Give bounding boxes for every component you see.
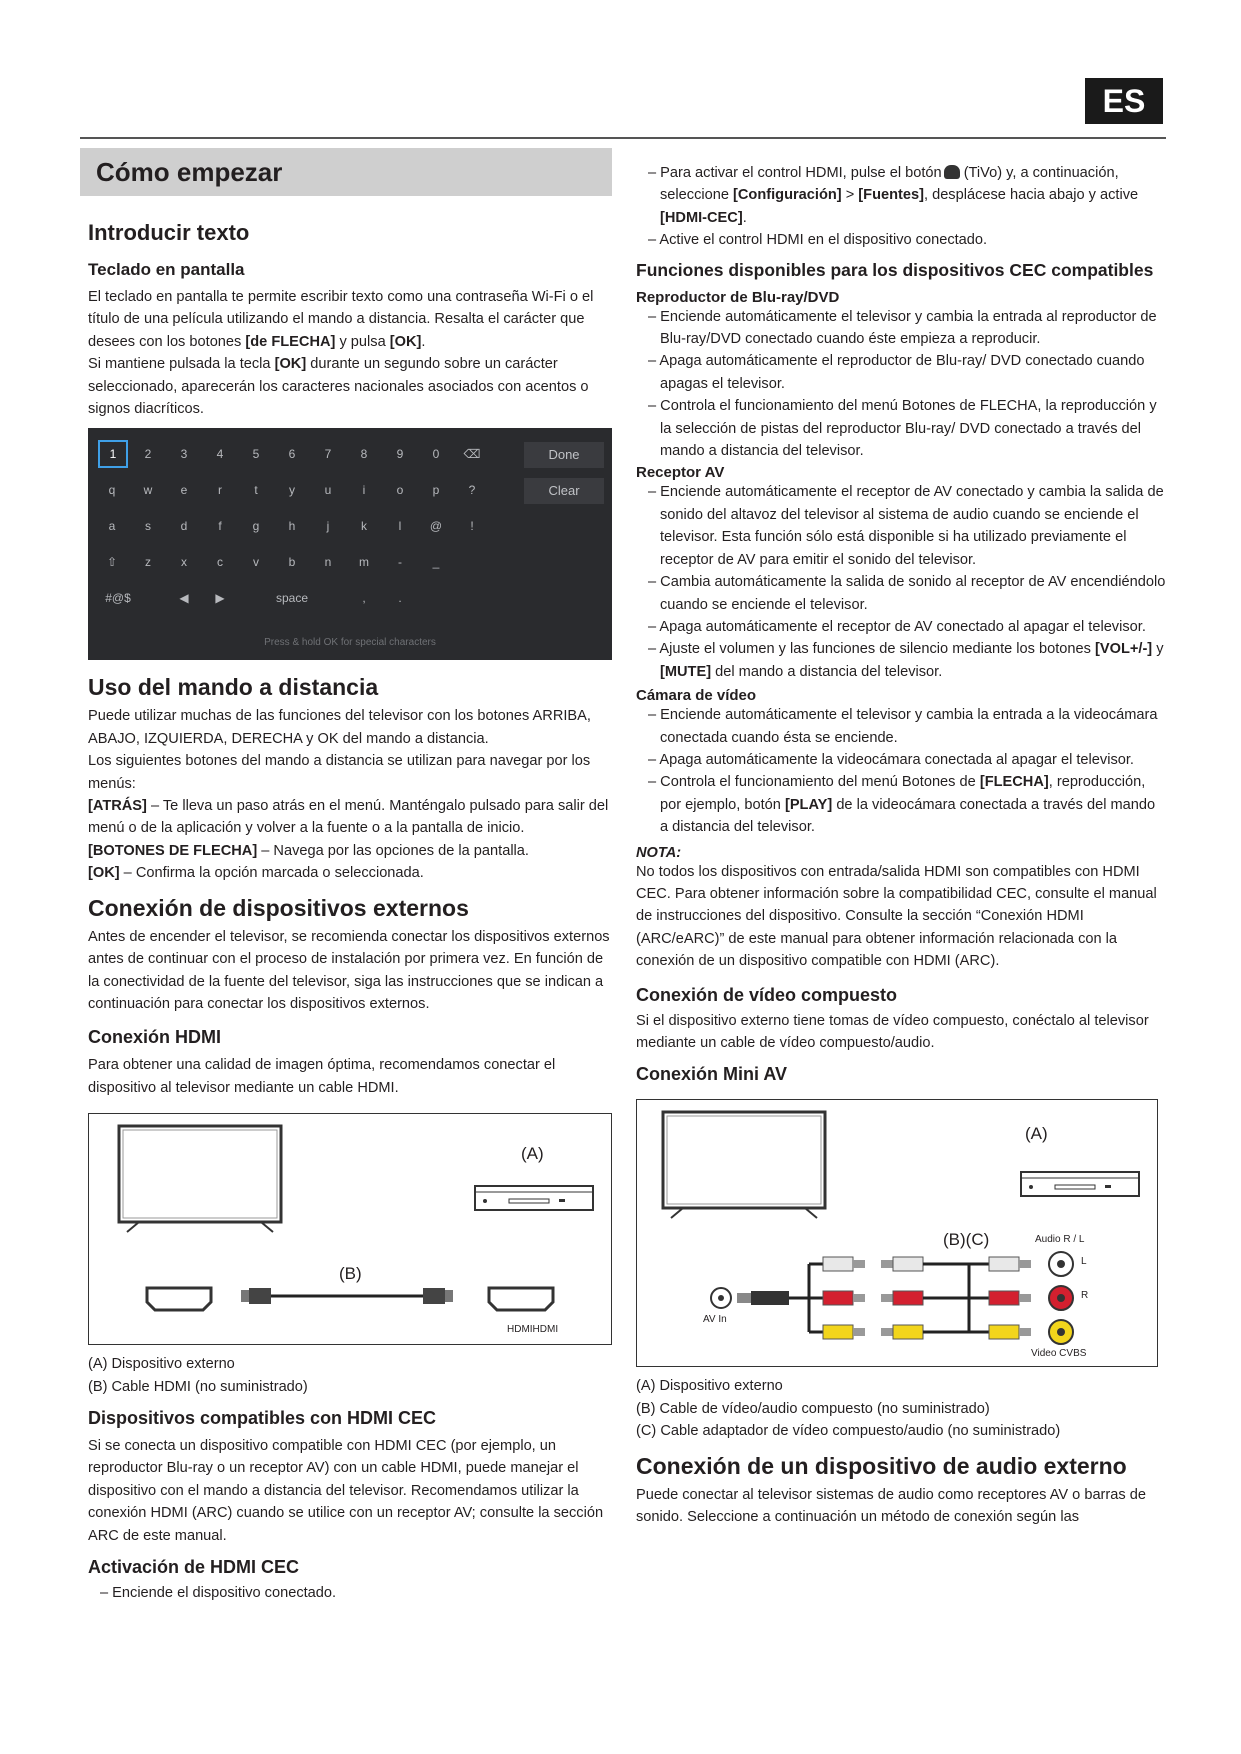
remote-paragraph-2: Los siguientes botones del mando a distancia se utilizan para navegar por los menús: [88,753,591,792]
section-header [80,148,612,196]
list-item: – Enciende automáticamente el televisor y cambia la entrada a la videocámara conectada cuando ésta se enciende. [636,704,1166,749]
list-item: – Cambia automáticamente la salida de sonido al receptor de AV encendiéndolo cuando se enciende el televisor. [636,571,1166,616]
list-item: – Apaga automáticamente el receptor de AV conectado al apagar el televisor. [636,616,1166,638]
mini-av-caption-b: (B) Cable de vídeo/audio compuesto (no suministrado) [636,1400,990,1417]
keyboard-paragraph-2: Si mantiene pulsada la tecla [OK] durante un segundo sobre un carácter seleccionado, aparecerán los caracteres nacionales asociados con acentos o signos diacríticos. [88,356,589,418]
keyboard-key[interactable]: ▶ [215,591,225,606]
list-item: – Controla el funcionamiento del menú Botones de FLECHA, la reproducción y la selección de pistas del reproductor Blu-ray/ DVD conectado a través del mando a distancia del televisor. [636,395,1166,462]
keyboard-key[interactable]: a [108,519,116,534]
clear-key[interactable]: Clear [524,478,604,504]
mini-av-label-bc: (B)(C) [943,1230,990,1250]
bluray-title: Reproductor de Blu-ray/DVD [636,288,840,306]
keyboard-key[interactable]: 1 [98,440,128,468]
mini-av-title: Conexión Mini AV [636,1064,787,1085]
list-item: – Apaga automáticamente la videocámara conectada al apagar el televisor. [636,749,1166,771]
keyboard-key[interactable]: _ [432,555,440,570]
remote-arrows: [BOTONES DE FLECHA] – Navega por las opciones de la pantalla. [88,842,529,859]
hdmi-caption-a: (A) Dispositivo externo [88,1356,235,1373]
keyboard-key[interactable]: t [254,483,258,498]
keyboard-key[interactable]: 6 [288,447,296,462]
list-item: – Controla el funcionamiento del menú Botones de [FLECHA], reproducción, por ejemplo, botón [PLAY] de la videocámara conectada a través del mando a distancia del televisor. [636,771,1166,838]
keyboard-key[interactable]: q [108,483,116,498]
keyboard-key[interactable]: 2 [144,447,152,462]
keyboard-key[interactable]: m [359,555,369,570]
keyboard-hint: Press & hold OK for special characters [264,637,436,649]
keyboard-key[interactable]: g [252,519,260,534]
note-paragraph: No todos los dispositivos con entrada/salida HDMI son compatibles con HDMI CEC. Para obtener información sobre la compatibilidad CEC, consulte el manual de instrucciones del dispositivo. Consulte la sección “Conexión HDMI (ARC/eARC)” de este manual para obtener información relacionada con la conexión de un dispositivo compatible con HDMI (ARC). [636,863,1157,970]
av-receiver-list-end [636,638,1166,683]
keyboard-key[interactable]: 4 [216,447,224,462]
keyboard-key[interactable]: x [181,555,187,570]
keyboard-key[interactable]: d [180,519,188,534]
hdmi-title: Conexión HDMI [88,1027,221,1048]
remote-paragraph-1: Puede utilizar muchas de las funciones del televisor con los botones ARRIBA, ABAJO, IZQUIERDA, DERECHA y OK del mando a distancia. [88,708,591,747]
composite-cable-white [809,1257,923,1271]
keyboard-key[interactable]: , [362,591,366,606]
keyboard-key[interactable]: e [180,483,188,498]
right-column [636,162,1166,1528]
hdmi-label-a: (A) [521,1144,544,1164]
list-item: – Enciende automáticamente el televisor y cambia la entrada al reproductor de Blu-ray/DVD conectado cuando éste empieza a reproducir. [636,306,1166,351]
left-column [88,148,612,1604]
hdmi-caption-b: (B) Cable HDMI (no suministrado) [88,1378,308,1395]
keyboard-key[interactable]: l [398,519,402,534]
external-devices-paragraph: Antes de encender el televisor, se recomienda conectar los dispositivos externos antes de continuar con el proceso de instalación por primera vez. En función de la conectividad de la fuente del televisor, siga las instrucciones que se indican a continuación para conectar los dispositivos externos. [88,928,610,1012]
keyboard-key[interactable]: s [145,519,151,534]
keyboard-key[interactable]: ? [468,483,476,498]
keyboard-key[interactable]: z [145,555,151,570]
composite-cable-yellow [809,1325,923,1339]
language-badge: ES [1085,78,1163,124]
keyboard-key[interactable]: w [143,483,153,498]
camera-list [636,704,1166,771]
remote-ok: [OK] – Confirma la opción marcada o seleccionada. [88,865,424,882]
keyboard-key[interactable]: j [326,519,330,534]
keyboard-key[interactable]: o [396,483,404,498]
keyboard-paragraph-1: El teclado en pantalla te permite escribir texto como una contraseña Wi-Fi o el título de una película utilizando el mando a distancia. Resalta el carácter que desees con los botones [de FLECHA] y pulsa [OK]. [88,289,594,350]
bluray-list [636,306,1166,463]
hdmi-port-label: HDMIHDMI [507,1324,559,1336]
done-key[interactable]: Done [524,442,604,468]
keyboard-key[interactable]: p [432,483,440,498]
header-rule [80,137,1166,139]
mini-av-diagram-graphic [637,1100,1157,1366]
cec-paragraph: Si se conecta un dispositivo compatible con HDMI CEC (por ejemplo, un reproductor Blu-ray o un receptor AV) con un cable HDMI, puede manejar el dispositivo con el mando a distancia del televisor. Recomendamos utilizar la conexión HDMI (ARC) cuando se utilice con un receptor AV; consulte la sección ARC de este manual. [88,1437,604,1544]
remote-title: Uso del mando a distancia [88,674,379,701]
keyboard-key[interactable]: v [253,555,259,570]
on-screen-keyboard [88,428,612,660]
cec-activation-list [88,1582,612,1604]
keyboard-key[interactable]: i [362,483,366,498]
audio-r-label: R [1081,1290,1089,1302]
keyboard-key[interactable]: 0 [432,447,440,462]
mini-av-diagram [636,1099,1158,1367]
list-item: – Ajuste el volumen y las funciones de silencio mediante los botones [VOL+/-] y [MUTE] del mando a distancia del televisor. [636,638,1166,683]
audio-l-label: L [1081,1256,1087,1268]
keyboard-key[interactable]: 3 [180,447,188,462]
keyboard-title: Teclado en pantalla [88,260,245,279]
keyboard-key[interactable]: 5 [252,447,260,462]
keyboard-key[interactable]: - [398,555,402,570]
keyboard-key[interactable]: 7 [324,447,332,462]
keyboard-key[interactable]: k [361,519,367,534]
hdmi-label-b: (B) [339,1264,362,1284]
camera-list-end [636,771,1166,838]
keyboard-key[interactable]: b [288,555,296,570]
external-audio-paragraph: Puede conectar al televisor sistemas de audio como receptores AV o barras de sonido. Seleccione a continuación un método de conexión según las [636,1486,1146,1526]
cec-activation-title: Activación de HDMI CEC [88,1556,300,1577]
cec-title: Dispositivos compatibles con HDMI CEC [88,1407,437,1428]
mini-av-label-a: (A) [1025,1124,1048,1144]
cec-functions-title: Funciones disponibles para los dispositivos CEC compatibles [636,259,1154,280]
list-item: – Apaga automáticamente el reproductor de Blu-ray/ DVD conectado cuando apagas el televisor. [636,350,1166,395]
keyboard-key[interactable]: #@$ [105,591,131,606]
hdmi-paragraph: Para obtener una calidad de imagen óptima, recomendamos conectar el dispositivo al televisor mediante un cable HDMI. [88,1057,556,1096]
keyboard-key[interactable]: ⇧ [106,555,118,570]
keyboard-key[interactable]: ◀ [179,591,189,606]
audio-rl-label: Audio R / L [1035,1234,1085,1246]
list-item: – Para activar el control HDMI, pulse el botón (TiVo) y, a continuación, seleccione [Configuración] > [Fuentes], desplácese hacia abajo y active [HDMI-CEC]. [636,162,1166,229]
composite-paragraph: Si el dispositivo externo tiene tomas de vídeo compuesto, conéctalo al televisor mediante un cable de vídeo compuesto/audio. [636,1012,1149,1051]
keyboard-key[interactable]: r [218,483,222,498]
section-title: Cómo empezar [96,156,283,187]
hdmi-diagram [88,1113,612,1345]
av-in-label: AV In [703,1314,727,1326]
list-item: – Enciende automáticamente el receptor de AV conectado y cambia la salida de sonido del altavoz del televisor al sistema de audio cuando se enciende el televisor. Esta función sólo está disponible si ha utilizado previamente el receptor de AV para emitir el sonido del televisor. [636,481,1166,571]
intro-title: Introducir texto [88,220,250,245]
keyboard-key[interactable]: @ [429,519,443,534]
av-receiver-title: Receptor AV [636,464,725,482]
camera-title: Cámara de vídeo [636,687,757,705]
composite-cable-red [809,1291,923,1305]
mini-av-caption-a: (A) Dispositivo externo [636,1378,783,1395]
keyboard-key[interactable]: n [324,555,332,570]
keyboard-key[interactable]: 9 [396,447,404,462]
external-devices-title: Conexión de dispositivos externos [88,894,469,921]
tivo-icon [944,165,960,179]
list-item: – Active el control HDMI en el dispositivo conectado. [636,229,1166,251]
keyboard-key[interactable]: 8 [360,447,368,462]
mini-av-caption-c: (C) Cable adaptador de vídeo compuesto/audio (no suministrado) [636,1423,1061,1440]
composite-title: Conexión de vídeo compuesto [636,984,898,1005]
keyboard-key[interactable]: ⌫ [463,447,481,462]
keyboard-key[interactable]: y [289,483,295,498]
av-receiver-list [636,481,1166,638]
keyboard-key[interactable]: ! [470,519,474,534]
cec-activation-list-continued [636,162,1166,252]
video-cvbs-label: Video CVBS [1031,1348,1087,1360]
remote-back: [ATRÁS] – Te lleva un paso atrás en el menú. Manténgalo pulsado para salir del menú o de la aplicación y volver a la fuente o a la pantalla de inicio. [88,798,609,837]
keyboard-key[interactable]: f [218,519,222,534]
list-item: – Enciende el dispositivo conectado. [88,1582,612,1604]
note-label: NOTA: [636,844,682,861]
keyboard-key[interactable]: u [324,483,332,498]
external-audio-title: Conexión de un dispositivo de audio externo [636,1452,1127,1479]
keyboard-key[interactable]: space [275,591,309,606]
keyboard-key[interactable]: h [288,519,296,534]
keyboard-key[interactable]: c [217,555,223,570]
keyboard-key[interactable]: . [398,591,402,606]
